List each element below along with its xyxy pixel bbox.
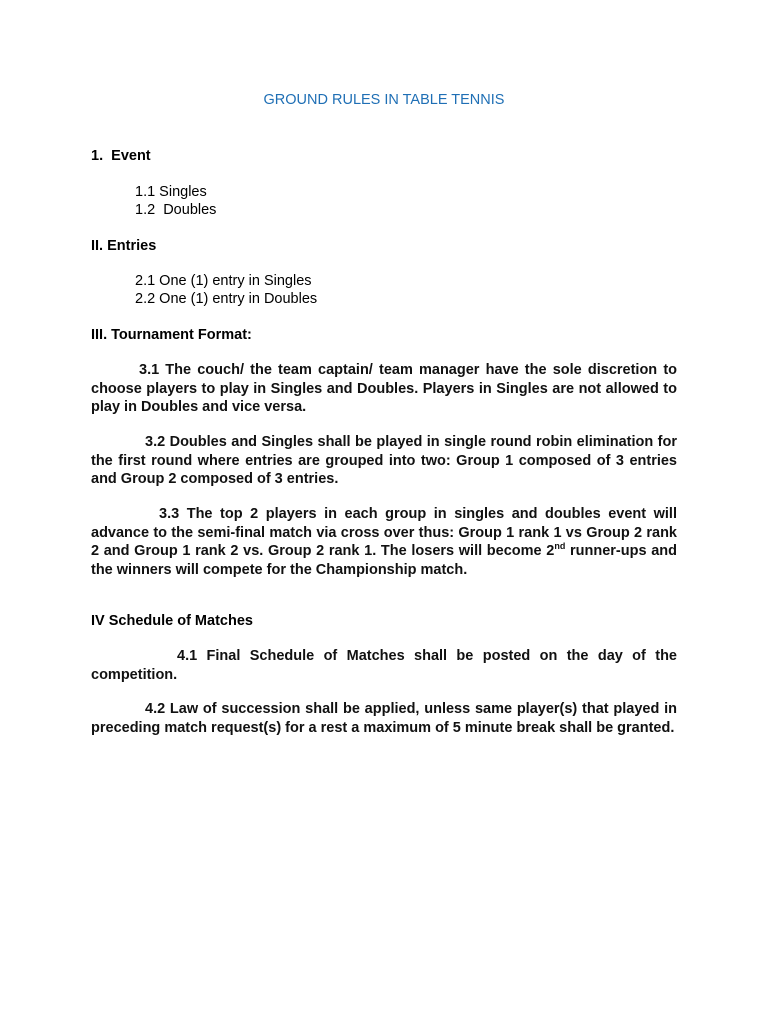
list-item: 2.2 One (1) entry in Doubles	[135, 291, 318, 307]
paragraph-text: 4.1 Final Schedule of Matches shall be posted on the day of the competition.	[91, 648, 677, 683]
paragraph-4-1	[91, 647, 677, 684]
superscript: nd	[554, 541, 566, 552]
paragraph-text: 3.3 The top 2 players in each group in singles and doubles event will advance to the semi-final match via cross over thus: Group 1 rank 1 vs Group 2 rank 2 and Group 1 rank 2 vs. Group 2 rank 1. The losers will become 2	[91, 506, 677, 559]
paragraph-text: 3.1 The couch/ the team captain/ team manager have the sole discretion to choose players to play in Singles and Doubles. Players in Singles are not allowed to play in Doubles and vice versa.	[91, 362, 677, 415]
section-entries-heading: II. Entries	[91, 238, 157, 254]
section-schedule-heading: IV Schedule of Matches	[91, 613, 253, 629]
paragraph-text: 3.2 Doubles and Singles shall be played in single round robin elimination for the first round where entries are grouped into two: Group 1 composed of 3 entries and Group 2 composed of 3 entries.	[91, 434, 677, 487]
list-item: 1.1 Singles	[135, 184, 207, 200]
paragraph-3-2	[91, 433, 677, 489]
section-format-heading: III. Tournament Format:	[91, 327, 252, 343]
paragraph-3-1	[91, 361, 677, 417]
list-item: 2.1 One (1) entry in Singles	[135, 273, 312, 289]
paragraph-4-2	[91, 700, 677, 737]
list-item: 1.2 Doubles	[135, 202, 217, 218]
paragraph-text: runner-ups and the winners will compete for the Championship match.	[91, 543, 677, 578]
paragraph-text: 4.2 Law of succession shall be applied, unless same player(s) that played in preceding match request(s) for a rest a maximum of 5 minute break shall be granted.	[91, 701, 677, 736]
paragraph-3-3	[91, 505, 677, 579]
section-event-heading: 1. Event	[91, 148, 151, 164]
document-title: GROUND RULES IN TABLE TENNIS	[263, 92, 505, 108]
